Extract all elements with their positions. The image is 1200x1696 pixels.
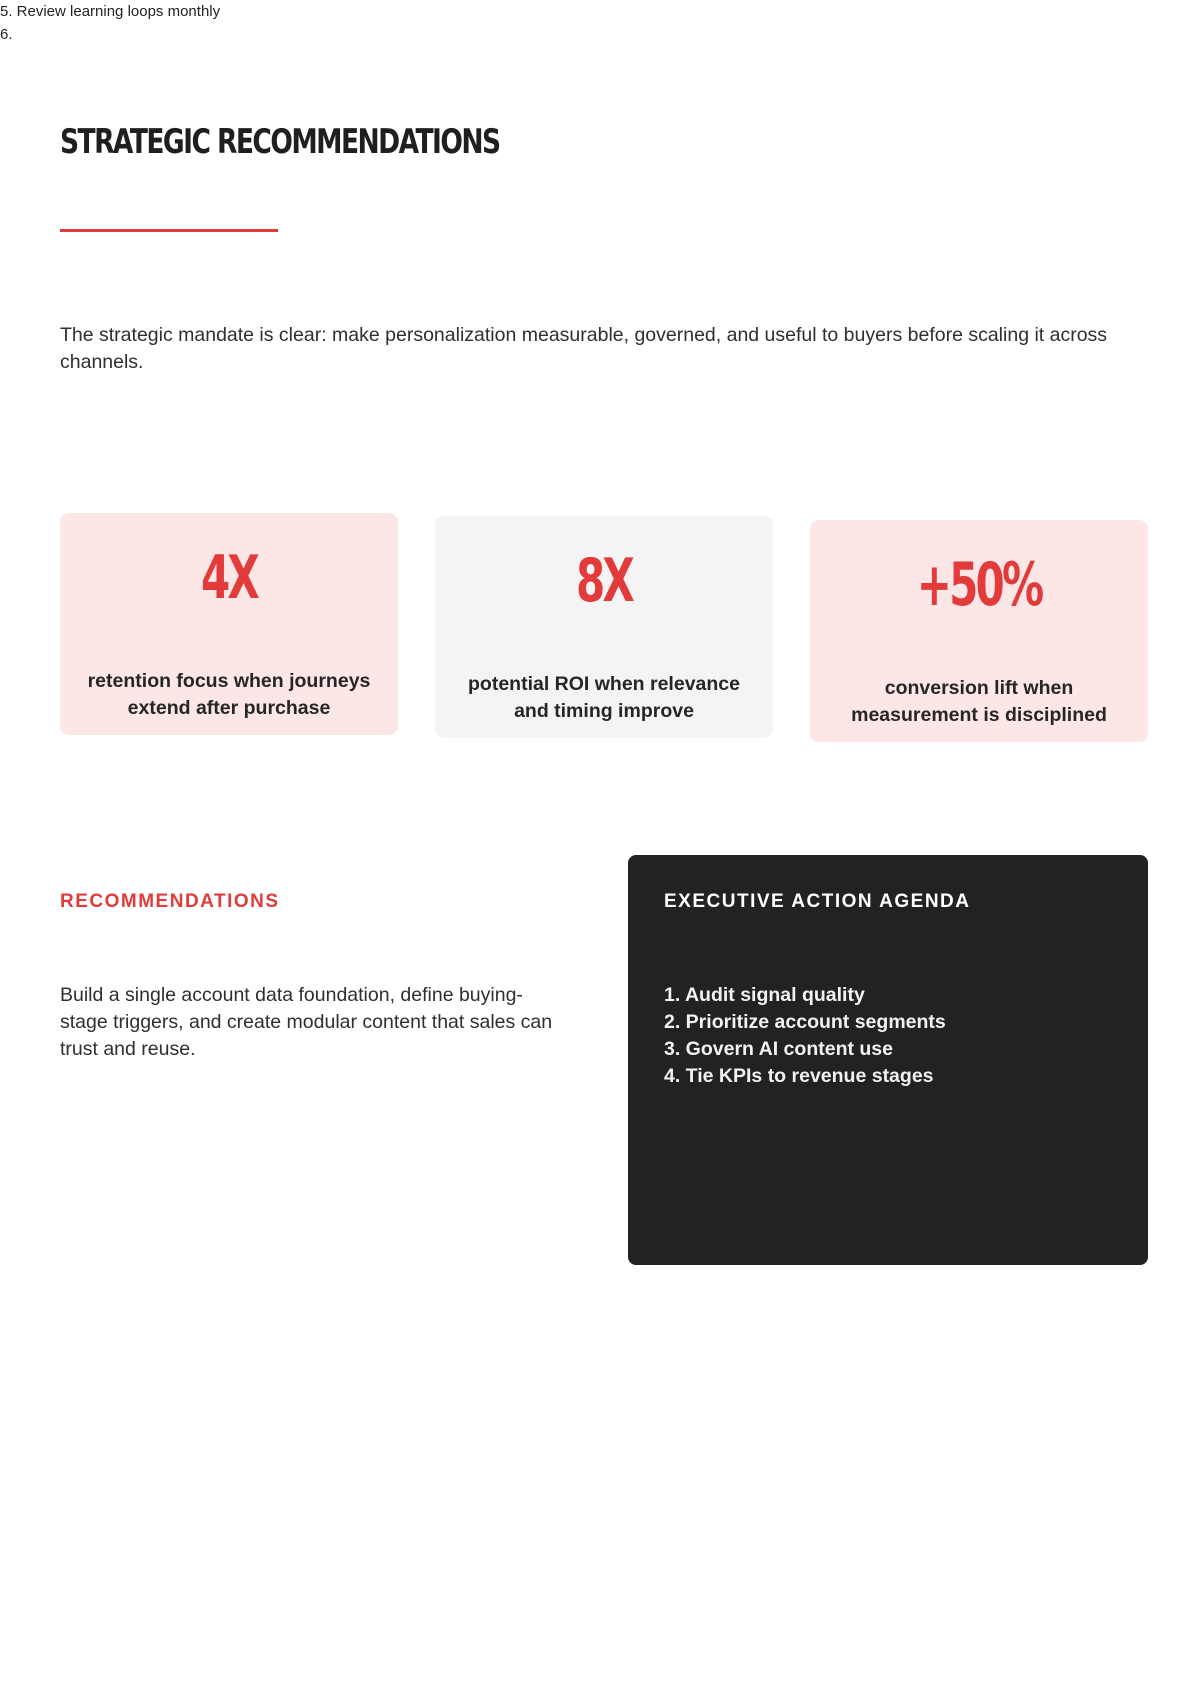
stat-value: 8X: [575, 546, 632, 616]
overflow-list-item: 6.: [0, 26, 13, 43]
page-title: STRATEGIC RECOMMENDATIONS: [60, 122, 500, 162]
stat-label: conversion lift when measurement is disciplined: [851, 677, 1107, 726]
stat-card-retention: [60, 513, 398, 735]
stat-card-roi: [435, 516, 773, 738]
overflow-list-item: 5. Review learning loops monthly: [0, 3, 221, 20]
stat-value: +50%: [916, 550, 1042, 620]
stat-card-conversion: [810, 520, 1148, 742]
agenda-list: [664, 982, 946, 1090]
executive-action-agenda: [628, 855, 1148, 1265]
stat-label: potential ROI when relevance and timing improve: [468, 673, 740, 722]
agenda-item: 3. Govern AI content use: [664, 1038, 893, 1060]
recommendations-heading: RECOMMENDATIONS: [60, 891, 280, 912]
title-underline: [60, 229, 278, 232]
recommendations-text: Build a single account data foundation, define buying-stage triggers, and create modular content that sales can trust and reuse.: [60, 984, 553, 1060]
agenda-item: 1. Audit signal quality: [664, 984, 865, 1006]
agenda-item: 4. Tie KPIs to revenue stages: [664, 1065, 934, 1087]
stat-value: 4X: [200, 543, 257, 613]
stat-label: retention focus when journeys extend after purchase: [87, 670, 371, 719]
agenda-heading: EXECUTIVE ACTION AGENDA: [664, 891, 971, 912]
agenda-item: 2. Prioritize account segments: [664, 1011, 946, 1033]
intro-paragraph: The strategic mandate is clear: make personalization measurable, governed, and useful to buyers before scaling it across channels.: [60, 324, 1108, 373]
